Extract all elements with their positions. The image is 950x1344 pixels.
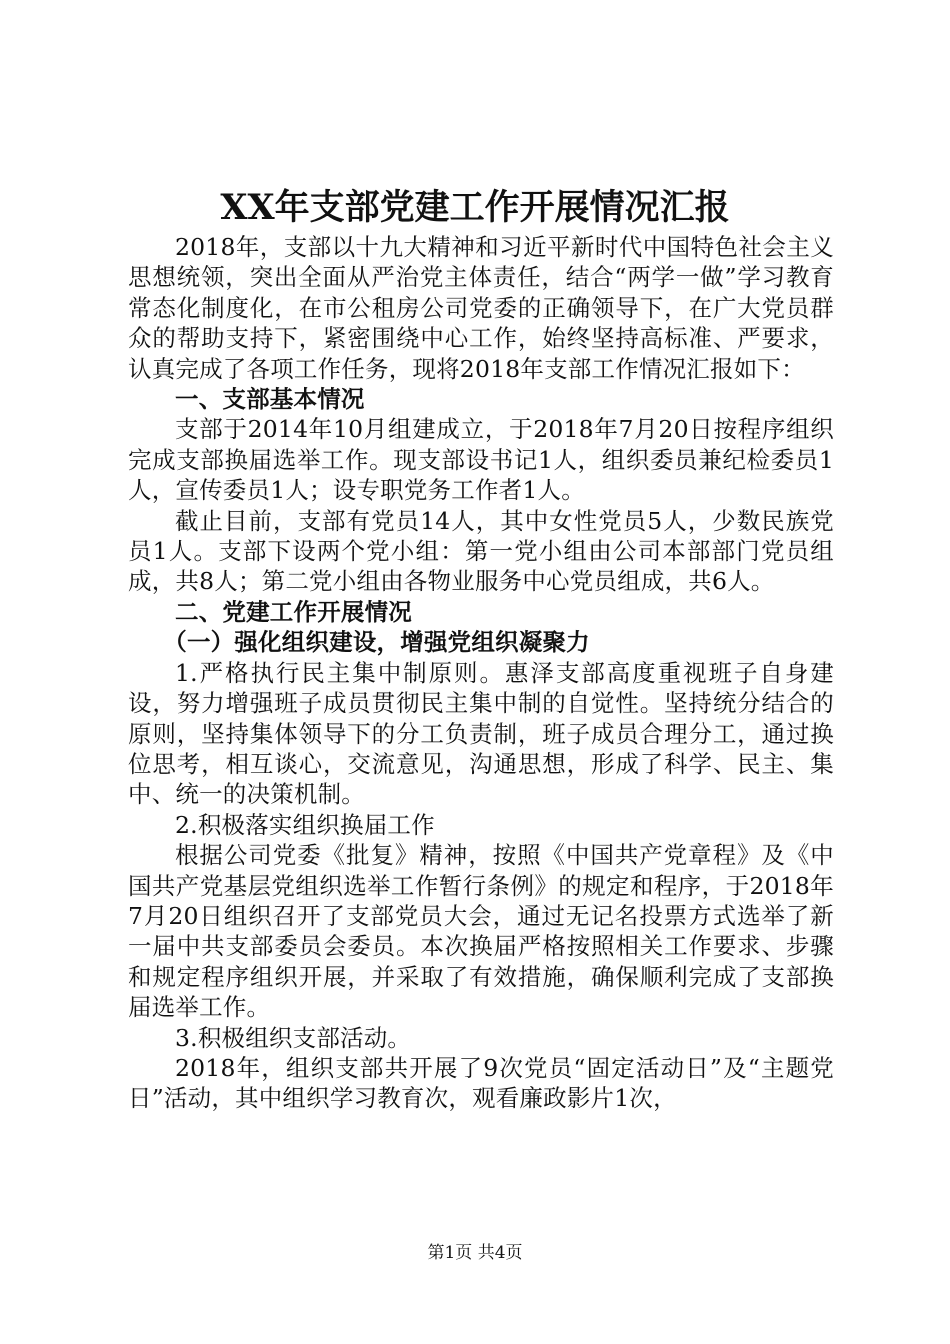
paragraph-member-count: 截止目前，支部有党员14人，其中女性党员5人，少数民族党员1人。支部下设两个党小组：第一党小组由公司本部部门党员组成，共8人；第二党小组由各物业服务中心党员组成，共6人。 [128, 506, 834, 596]
document-title: XX年支部党建工作开展情况汇报 [220, 187, 730, 228]
section-heading-work: 二、党建工作开展情况 [175, 597, 412, 626]
paragraph-democratic-centralism: 1.严格执行民主集中制原则。惠泽支部高度重视班子自身建设，努力增强班子成员贯彻民主集中制的自觉性。坚持统分结合的原则，坚持集体领导下的分工负责制，班子成员合理分工，通过换位思考，相互谈心，交流意见，沟通思想，形成了科学、民主、集中、统一的决策机制。 [128, 658, 834, 809]
section-heading-basic-info: 一、支部基本情况 [175, 385, 365, 414]
page-footer: 第1页 共4页 [427, 1243, 523, 1263]
item-heading-election: 2.积极落实组织换届工作 [175, 810, 435, 839]
intro-paragraph: 2018年，支部以十九大精神和习近平新时代中国特色社会主义思想统领，突出全面从严治党主体责任，结合“两学一做”学习教育常态化制度化，在市公租房公司党委的正确领导下，在广大党员群众的帮助支持下，紧密围绕中心工作，始终坚持高标准、严要求，认真完成了各项工作任务，现将2018年支部工作情况汇报如下： [128, 233, 834, 383]
item-heading-activities: 3.积极组织支部活动。 [175, 1023, 412, 1052]
document-body [128, 232, 834, 1114]
paragraph-branch-setup: 支部于2014年10月组建成立，于2018年7月20日按程序组织完成支部换届选举工作。现支部设书记1人，组织委员兼纪检委员1人，宣传委员1人；设专职党务工作者1人。 [128, 415, 834, 505]
paragraph-election: 根据公司党委《批复》精神，按照《中国共产党章程》及《中国共产党基层党组织选举工作暂行条例》的规定和程序，于2018年7月20日组织召开了支部党员大会，通过无记名投票方式选举了新一届中共支部委员会委员。本次换届严格按照相关工作要求、步骤和规定程序组织开展，并采取了有效措施，确保顺利完成了支部换届选举工作。 [128, 841, 834, 1022]
paragraph-activities: 2018年，组织支部共开展了9次党员“固定活动日”及“主题党日”活动，其中组织学习教育次，观看廉政影片1次， [128, 1053, 834, 1113]
subsection-heading-organization: （一）强化组织建设，增强党组织凝聚力 [163, 628, 590, 657]
